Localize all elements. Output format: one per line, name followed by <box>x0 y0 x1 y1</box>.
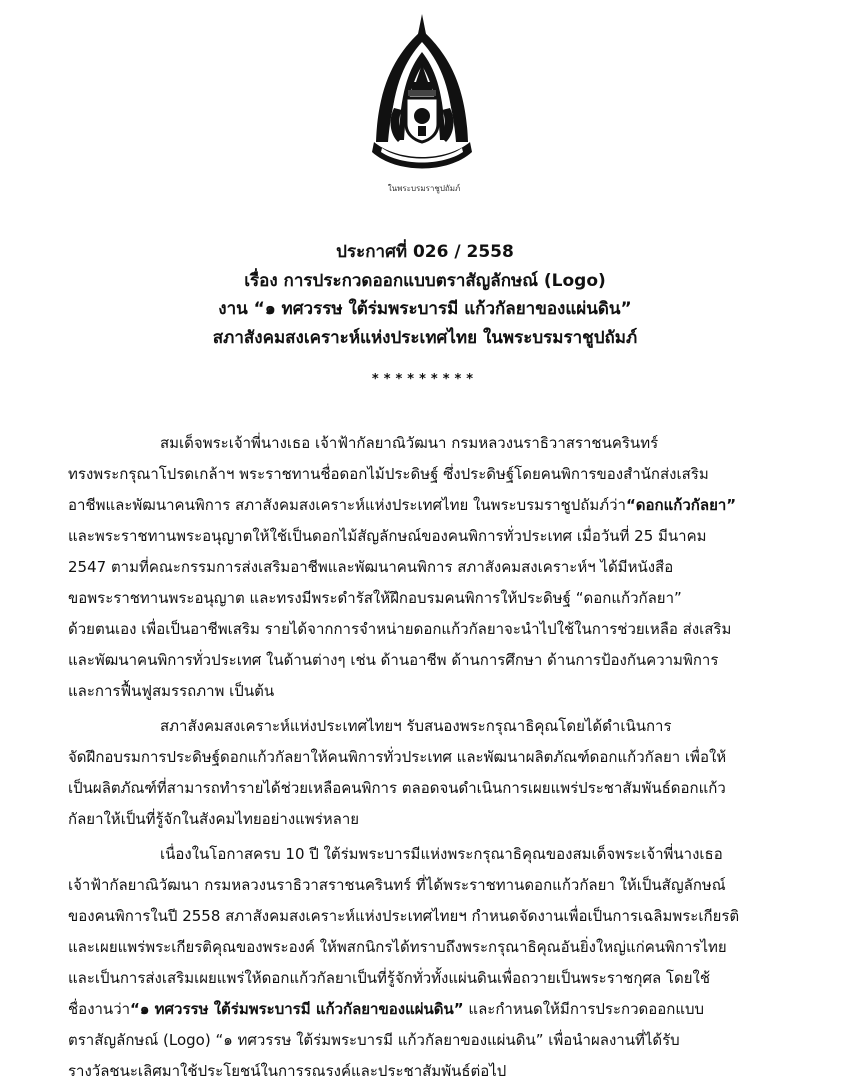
emblem-caption: ในพระบรมราชูปถัมภ์ <box>387 184 461 193</box>
text-line <box>68 490 828 521</box>
text-line: และพัฒนาคนพิการทั่วประเทศ ในด้านต่างๆ เช่น ด้านอาชีพ ด้านการศึกษา ด้านการป้องกันความพิการ <box>68 651 719 669</box>
royal-emblem-icon <box>368 12 476 180</box>
text-line <box>68 994 828 1025</box>
flower-name-bold: “ดอกแก้วกัลยา” <box>625 496 737 514</box>
separator-stars: ********* <box>371 372 479 387</box>
paragraph-2 <box>68 711 828 835</box>
text-line: รางวัลชนะเลิศมาใช้ประโยชน์ในการรณรงค์และประชาสัมพันธ์ต่อไป <box>68 1062 507 1080</box>
text-line: เนื่องในโอกาสครบ 10 ปี ใต้ร่มพระบารมีแห่งพระกรุณาธิคุณของสมเด็จพระเจ้าพี่นางเธอ <box>160 845 723 863</box>
text-line: กัลยาให้เป็นที่รู้จักในสังคมไทยอย่างแพร่หลาย <box>68 810 360 828</box>
text-line: สภาสังคมสงเคราะห์แห่งประเทศไทยฯ รับสนองพระกรุณาธิคุณโดยได้ดำเนินการ <box>160 717 672 735</box>
announcement-subject: เรื่อง การประกวดออกแบบตราสัญลักษณ์ (Logo) <box>244 270 606 291</box>
text-span: และกำหนดให้มีการประกวดออกแบบ <box>463 1000 705 1018</box>
text-line: และการฟื้นฟูสมรรถภาพ เป็นต้น <box>68 682 275 700</box>
text-line: เจ้าฟ้ากัลยาณิวัฒนา กรมหลวงนราธิวาสราชนครินทร์ ที่ได้พระราชทานดอกแก้วกัลยา ให้เป็นสัญลักษณ์ <box>68 876 726 894</box>
paragraph-1 <box>68 428 828 707</box>
text-line: ของคนพิการในปี 2558 สภาสังคมสงเคราะห์แห่งประเทศไทยฯ กำหนดจัดงานเพื่อเป็นการเฉลิมพระเกียรติ <box>68 907 740 925</box>
text-line: และเผยแพร่พระเกียรติคุณของพระองค์ ให้พสกนิกรได้ทราบถึงพระกรุณาธิคุณอันยิ่งใหญ่แก่คนพิการไทย <box>68 938 727 956</box>
event-name: งาน “๑ ทศวรรษ ใต้ร่มพระบารมี แก้วกัลยาของแผ่นดิน” <box>218 299 632 319</box>
text-line: จัดฝึกอบรมการประดิษฐ์ดอกแก้วกัลยาให้คนพิการทั่วประเทศ และพัฒนาผลิตภัณฑ์ดอกแก้วกัลยา เพื่อให้ <box>68 748 727 766</box>
text-line: 2547 ตามที่คณะกรรมการส่งเสริมอาชีพและพัฒนาคนพิการ สภาสังคมสงเคราะห์ฯ ได้มีหนังสือ <box>68 558 674 576</box>
paragraph-3 <box>68 839 828 1087</box>
announcement-header <box>0 238 850 352</box>
text-line: สมเด็จพระเจ้าพี่นางเธอ เจ้าฟ้ากัลยาณิวัฒนา กรมหลวงนราธิวาสราชนครินทร์ <box>160 434 659 452</box>
text-line: และเป็นการส่งเสริมเผยแพร่ให้ดอกแก้วกัลยาเป็นที่รู้จักทั่วทั้งแผ่นดินเพื่อถวายเป็นพระราชกุศล โดยใช้ <box>68 969 711 987</box>
text-line: ทรงพระกรุณาโปรดเกล้าฯ พระราชทานชื่อดอกไม้ประดิษฐ์ ซึ่งประดิษฐ์โดยคนพิการของสำนักส่งเสริม <box>68 465 709 483</box>
text-line: เป็นผลิตภัณฑ์ที่สามารถทำรายได้ช่วยเหลือคนพิการ ตลอดจนดำเนินการเผยแพร่ประชาสัมพันธ์ดอกแก้ว <box>68 779 726 797</box>
text-line: ขอพระราชทานพระอนุญาต และทรงมีพระดำรัสให้ฝึกอบรมคนพิการให้ประดิษฐ์ “ดอกแก้วกัลยา” <box>68 589 682 607</box>
text-line: ด้วยตนเอง เพื่อเป็นอาชีพเสริม รายได้จากการจำหน่ายดอกแก้วกัลยาจะนำไปใช้ในการช่วยเหลือ ส่งเสริม <box>68 620 732 638</box>
announcement-body <box>68 428 828 1087</box>
text-line: และพระราชทานพระอนุญาตให้ใช้เป็นดอกไม้สัญลักษณ์ของคนพิการทั่วประเทศ เมื่อวันที่ 25 มีนาคม <box>68 527 707 545</box>
text-span: อาชีพและพัฒนาคนพิการ สภาสังคมสงเคราะห์แห่งประเทศไทย ในพระบรมราชูปถัมภ์ว่า <box>68 496 626 514</box>
organization-name: สภาสังคมสงเคราะห์แห่งประเทศไทย ในพระบรมราชูปถัมภ์ <box>212 327 638 348</box>
event-name-bold: “๑ ทศวรรษ ใต้ร่มพระบารมี แก้วกัลยาของแผ่นดิน” <box>130 1000 464 1018</box>
text-span: ชื่องานว่า <box>68 1000 131 1018</box>
announcement-number: ประกาศที่ 026 / 2558 <box>336 242 514 262</box>
text-line: ตราสัญลักษณ์ (Logo) “๑ ทศวรรษ ใต้ร่มพระบารมี แก้วกัลยาของแผ่นดิน” เพื่อนำผลงานที่ได้รับ <box>68 1031 680 1049</box>
